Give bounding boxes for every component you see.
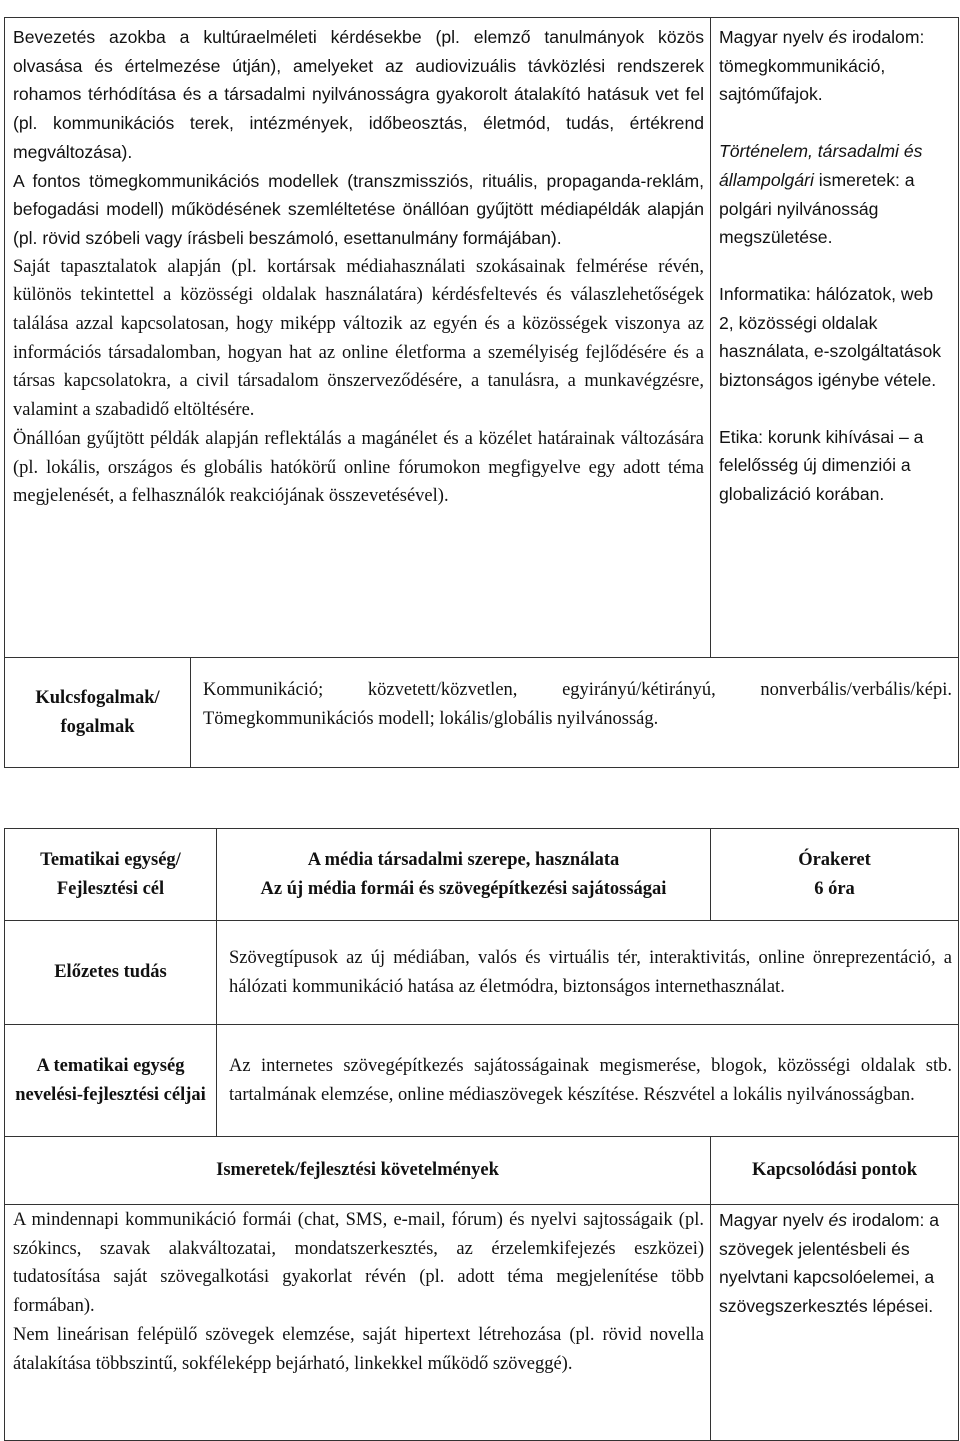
requirements-cell — [5, 1205, 711, 1441]
goals-text: Az internetes szövegépítkezés sajátosságainak megismerése, blogok, közösségi oldalak stb. tartalmának elemzése, online médiaszövegek készítése. Részvétel a lokális nyilvánosságban. — [217, 1025, 959, 1137]
unit-label: Tematikai egység/ Fejlesztési cél — [5, 829, 217, 921]
key-concepts-text: Kommunikáció; közvetett/közvetlen, egyirányú/kétirányú, nonverbális/verbális/képi. Tömegkommunikációs modell; lokális/globális nyilvánosság. — [191, 658, 959, 768]
activity-paragraph: Bevezetés azokba a kultúraelméleti kérdésekbe (pl. elemző tanulmányok közös olvasása és értelmezése útján), amelyeket az audiovizuális távközlési rendszerek rohamos térhódítása és a társadalmi nyilvánosságra gyakorolt átalakító hatásuk vet fel (pl. kommunikációs terek, intézmények, időbeosztás, életmód, tudás, értékrend megváltozása). — [13, 27, 705, 162]
cross-link-history: Történelem, társadalmi és állampolgári ismeretek: a polgári nyilvánosság megszületése. — [719, 141, 923, 248]
thematic-unit-table — [4, 828, 959, 1441]
unit-title — [217, 829, 711, 921]
hours-value: 6 óra — [814, 878, 855, 899]
requirements-header: Ismeretek/fejlesztési követelmények — [5, 1137, 711, 1205]
cross-links-cell — [711, 18, 959, 658]
links-header: Kapcsolódási pontok — [711, 1137, 959, 1205]
requirement-paragraph: Nem lineárisan felépülő szövegek elemzése, saját hipertext létrehozása (pl. rövid novella átalakítása többszintű, sokféleképp bejárható, linkekkel működő szöveggé). — [13, 1324, 704, 1374]
links-text: Magyar nyelv és irodalom: a szövegek jelentésbeli és nyelvtani kapcsolóelemei, a szövegszerkesztés lépései. — [719, 1210, 940, 1317]
activity-paragraph: Önállóan gyűjtött példák alapján reflektálás a magánélet és a közélet határainak változására (pl. lokális, országos és globális hatókörű online fórumokon megfigyelve egy adott téma megjelenését, a felhasználók reakciójának összevetésével). — [13, 428, 705, 507]
activities-cell — [5, 18, 711, 658]
unit-title-line2: Az új média formái és szövegépítkezési sajátosságai — [260, 878, 667, 899]
cross-link-ethics: Etika: korunk kihívásai – a felelősség új dimenziói a globalizáció korában. — [719, 426, 924, 505]
content-table-top — [4, 17, 959, 768]
hours-label: Órakeret — [798, 849, 871, 870]
hours-cell — [711, 829, 959, 921]
unit-title-line1: A média társadalmi szerepe, használata — [307, 849, 620, 870]
prior-knowledge-text: Szövegtípusok az új médiában, valós és virtuális tér, interaktivitás, online önreprezentáció, a hálózati kommunikáció hatása az életmódra, biztonságos internethasználat. — [217, 921, 959, 1025]
cross-link-literature: Magyar nyelv és irodalom: tömegkommunikáció, sajtóműfajok. — [719, 27, 925, 105]
links-cell — [711, 1205, 959, 1441]
cross-link-informatics: Informatika: hálózatok, web 2, közösségi oldalak használata, e-szolgáltatások biztonságos igénybe vétele. — [719, 283, 942, 391]
activity-paragraph: A fontos tömegkommunikációs modellek (transzmissziós, rituális, propaganda-reklám, befogadási modell) működésének szemléltetése önállóan gyűjtött médiapéldák alapján (pl. rövid szóbeli vagy írásbeli beszámoló, esettanulmány formájában). — [13, 170, 705, 248]
prior-knowledge-label: Előzetes tudás — [5, 921, 217, 1025]
requirement-paragraph: A mindennapi kommunikáció formái (chat, SMS, e-mail, fórum) és nyelvi sajtosságaik (pl. szókincs, szavak alakváltozatai, mondatszerkesztés, az érzelemkifejezés eszközei) tudatosítása saját szövegalkotási gyakorlat révén (pl. adott téma megjelenítése több formában). — [13, 1210, 704, 1317]
activity-paragraph: Saját tapasztalatok alapján (pl. kortársak médiahasználati szokásainak felmérése révén, különös tekintettel a közösségi oldalak használatára) kérdésfeltevés és válaszlehetőségek találása azzal kapcsolatosan, hogy miképp változik az egyén és a közösségek viszonya az információs társadalomban, hogyan hat az online életforma a személyiség fejlődésére és a társas kapcsolatokra, a civil társadalom önszerveződésére, a tanulásra, a munkavégzésre, valamint a szabadidő eltöltésére. — [13, 256, 705, 421]
goals-label: A tematikai egység nevelési-fejlesztési céljai — [5, 1025, 217, 1137]
key-concepts-label: Kulcsfogalmak/ fogalmak — [5, 658, 191, 768]
